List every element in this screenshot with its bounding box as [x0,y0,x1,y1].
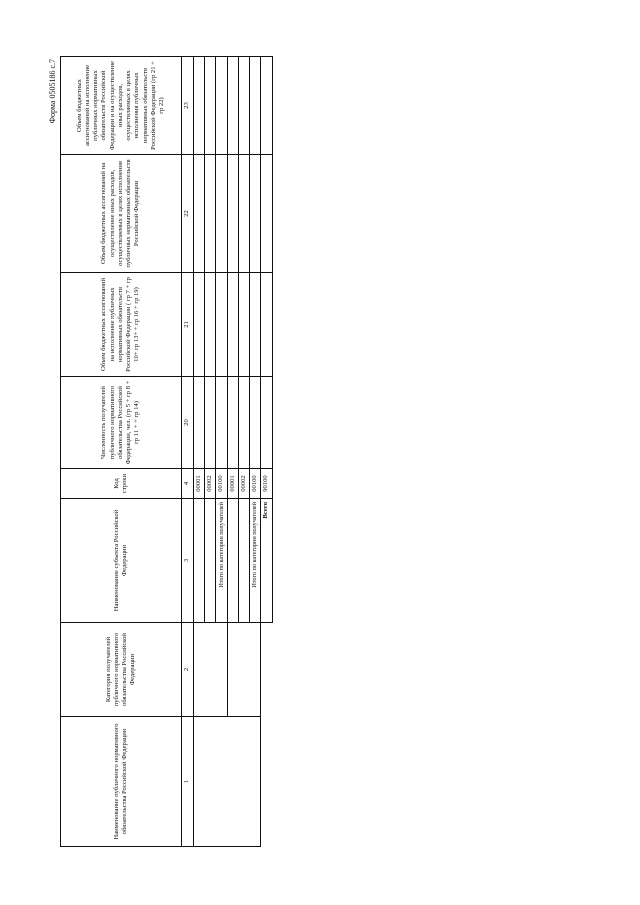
header-recipient-category: Категория получателей публичного нормативного обязательства Российской Федерации [61,623,182,717]
data-cell [261,57,272,155]
table-row [194,57,205,847]
header-row [61,57,182,847]
header-subject-name: Наименование субъекта Российской Федерации [61,499,182,623]
col-number: 3 [182,499,194,623]
row-code: 00100 [216,469,227,499]
data-cell [238,273,249,377]
header-recipients-count: Численность получателей публичного нормативного обязательства Российской Федерации, чел. (гр 5 + гр 8 + гр 11 + + гр 14) [61,377,182,469]
row-code: 00001 [194,469,205,499]
col-number: 21 [182,273,194,377]
data-cell [250,377,261,469]
category-total-label: Итого по категории получателей [216,499,227,623]
data-cell [194,155,205,273]
data-cell [216,377,227,469]
grand-total-label: Всего [261,499,272,623]
data-cell [238,57,249,155]
grand-total-row [261,57,272,847]
obligation-cell [194,717,261,847]
subject-cell [194,499,205,623]
column-number-row [182,57,194,847]
data-cell [250,57,261,155]
data-cell [216,57,227,155]
subject-cell [205,499,216,623]
data-cell [227,377,238,469]
category-cell [194,623,228,717]
form-id: Форма 0505186 с.7 [48,59,57,124]
data-cell [261,155,272,273]
data-cell [205,273,216,377]
row-code: 00002 [205,469,216,499]
data-cell [216,273,227,377]
header-other-expenses-volume: Объем бюджетных ассигнований на осуществление иных расходов, осуществляемых в целях исполнения публичных нормативных обязательств Российской Федерации [61,155,182,273]
col-number: 23 [182,57,194,155]
budget-table [60,56,273,847]
data-cell [227,57,238,155]
col-number: 22 [182,155,194,273]
blank-cell [261,717,272,847]
data-cell [250,155,261,273]
row-code: 00100 [250,469,261,499]
data-cell [238,377,249,469]
row-code: 90100 [261,469,272,499]
col-number: 2 [182,623,194,717]
data-cell [227,155,238,273]
category-cell [227,623,261,717]
col-number: 4 [182,469,194,499]
data-cell [250,273,261,377]
data-cell [261,377,272,469]
header-obligation-name: Наименование публичного нормативного обязательства Российской Федерации [61,717,182,847]
subject-cell [227,499,238,623]
data-cell [238,155,249,273]
data-cell [205,155,216,273]
data-cell [216,155,227,273]
header-row-code: Код строки [61,469,182,499]
data-cell [261,273,272,377]
data-cell [205,377,216,469]
data-cell [194,377,205,469]
data-cell [205,57,216,155]
subject-cell [238,499,249,623]
header-total-volume: Объем бюджетных ассигнований на исполнение публичных нормативных обязательств Российской Федерации и на осуществление иных расходов, осуществляемых в целях исполнения публичных нормативных обязательств Российской Федерации (гр 21 + гр 22) [61,57,182,155]
data-cell [194,273,205,377]
col-number: 1 [182,717,194,847]
data-cell [227,273,238,377]
row-code: 00001 [227,469,238,499]
data-cell [194,57,205,155]
header-obligations-volume: Объем бюджетных ассигнований на исполнение публичных нормативных обязательств Российской Федерации ( гр 7 + гр 10+ гр 13+ + гр 16 + гр 19) [61,273,182,377]
category-total-label: Итого по категории получателей [250,499,261,623]
blank-cell [261,623,272,717]
col-number: 20 [182,377,194,469]
row-code: 00002 [238,469,249,499]
